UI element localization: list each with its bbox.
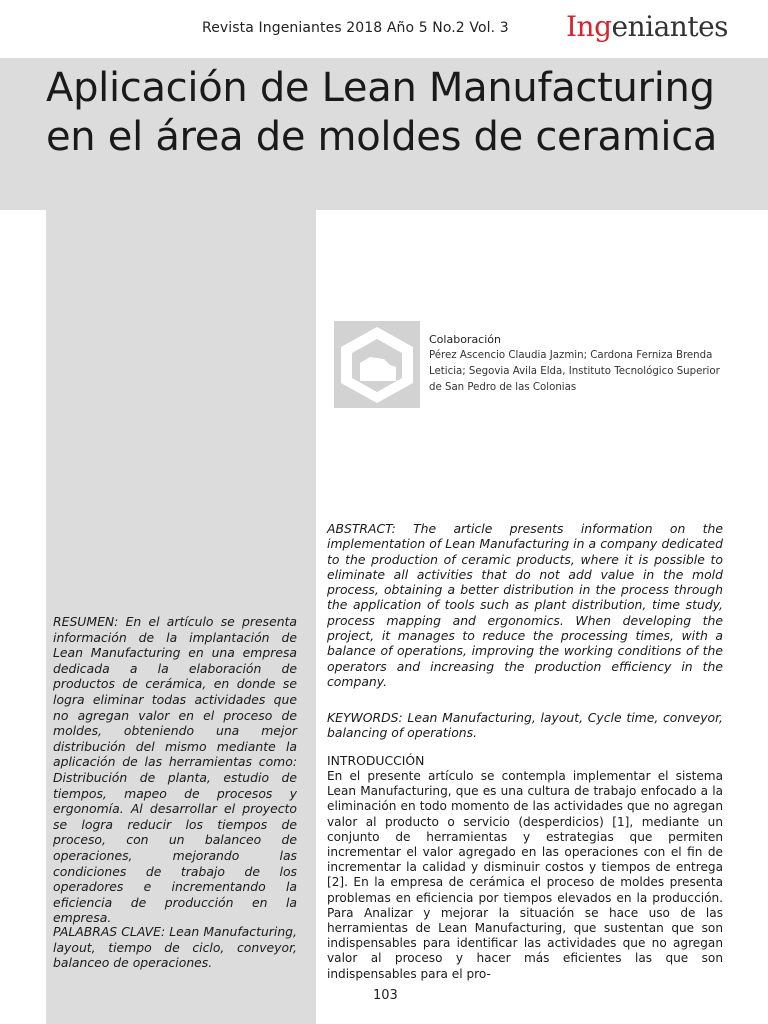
- palabras-clave-paragraph: PALABRAS CLAVE: Lean Manufacturing, layout, tiempo de ciclo, conveyor, balanceo de operaciones.: [53, 924, 297, 971]
- title-line-1: Aplicación de Lean Manufacturing: [46, 65, 715, 111]
- article-title: [46, 64, 746, 162]
- introduccion-body: En el presente artículo se contempla implementar el sistema Lean Manufacturing, que es una cultura de trabajo enfocado a la eliminación en todo momento de las actividades que no agregan valor al producto o servicio (desperdicios) [1], mediante un conjunto de herramientas y estrategias que permiten incrementar el valor agregado en las operaciones con el fin de incrementar la calidad y disminuir costos y tiempos de entrega [2]. En la empresa de cerámica el proceso de moldes presenta problemas en eficiencia por tiempos elevados en la producción. Para Analizar y mejorar la situación se hace uso de las herramientas de Lean Manufacturing, que sustentan que son indispensables para identificar las actividades que no agregan valor al proceso y hacer más eficientes las que son indispensables para el pro-: [327, 769, 723, 981]
- logo-text: eniantes: [611, 10, 729, 43]
- journal-logo: [566, 10, 728, 43]
- introduccion-heading: INTRODUCCIÓN: [327, 753, 425, 768]
- resumen-paragraph: RESUMEN: En el artículo se presenta información de la implantación de Lean Manufacturing en una empresa dedicada a la elaboración de productos de cerámica, en donde se logra eliminar todas actividades que no agregan valor en el proceso de moldes, obteniendo una mejor distribución del mismo mediante la aplicación de las herramientas como: Distribución de planta, estudio de tiempos, mapeo de procesos y ergonomía. Al desarrollar el proyecto se logra reducir los tiempos de proceso, con un balanceo de operaciones, mejorando las condiciones de trabajo de los operadores e incrementando la eficiencia de producción en la empresa.: [53, 614, 297, 926]
- page-header: [0, 0, 768, 58]
- title-line-2: en el área de moldes de ceramica: [46, 114, 718, 160]
- abstract-paragraph: ABSTRACT: The article presents information on the implementation of Lean Manufacturing in a company dedicated to the production of ceramic products, where it is possible to eliminate all activities that do not add value in the mold process, obtaining a better distribution in the process through the application of tools such as plant distribution, time study, process mapping and ergonomics. When developing the project, it manages to reduce the processing times, with a balance of operations, improving the working conditions of the operators and increasing the production efficiency in the company.: [327, 521, 723, 689]
- logo-accent-text: Ing: [566, 10, 612, 43]
- journal-info: Revista Ingeniantes 2018 Año 5 No.2 Vol. 3: [202, 20, 509, 36]
- collaboration-label: Colaboración: [429, 333, 501, 346]
- keywords-paragraph: KEYWORDS: Lean Manufacturing, layout, Cycle time, conveyor, balancing of operations.: [327, 710, 723, 741]
- institution-logo-icon: [334, 321, 420, 408]
- page-number: 103: [373, 988, 398, 1003]
- collaboration-authors: Pérez Ascencio Claudia Jazmin; Cardona Ferniza Brenda Leticia; Segovia Avila Elda, Instituto Tecnológico Superior de San Pedro de las Colonias: [429, 350, 720, 393]
